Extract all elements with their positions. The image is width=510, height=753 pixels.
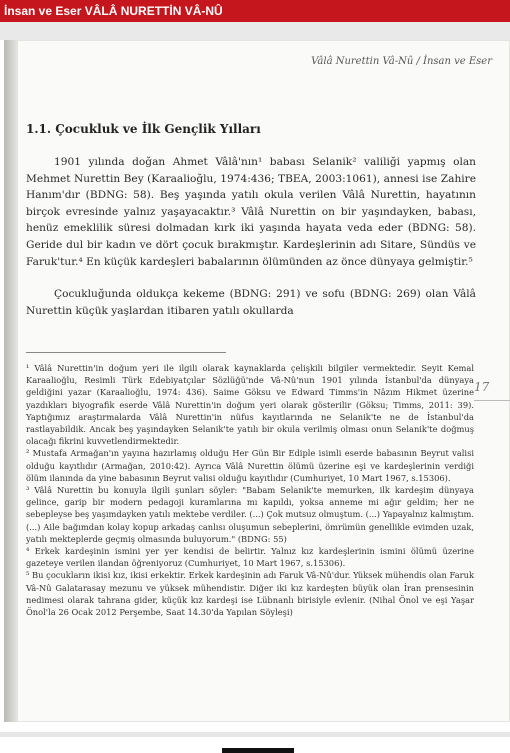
body-text (26, 154, 476, 319)
margin-rule (474, 400, 510, 401)
paragraph: 1901 yılında doğan Ahmet Vâlâ'nın¹ babası Selanik² valiliği yapmış olan Mehmet Nurettin Bey (Karaalioğlu, 1974:436; TBEA, 2003:1061), annesi ise Zahire Hanım'dır (BDNG: 58). Beş yaşında yatılı okula verilen Vâlâ Nurettin, hayatının birçok evresinde yalnız yaşayacaktır.³ Vâlâ Nurettin on bir yaşındayken, babası, henüz emeklilik süresi dolmadan kırk iki yaşında hayata veda eder (BDNG: 58). Geride dul bir kadın ve dört çocuk bırakmıştır. Kardeşlerinin adı Sitare, Sündüs ve Faruk'tur.⁴ En küçük kardeşleri babalarının ölümünden az önce dünyaya gelmiştir.⁵ (26, 156, 476, 268)
paragraph: Çocukluğunda oldukça kekeme (BDNG: 291) ve sofu (BDNG: 269) olan Vâlâ Nurettin küçük yaşlardan itibaren yatılı okullarda (26, 288, 476, 317)
footnote: ⁴ Erkek kardeşinin ismini yer yer kendisi de belirtir. Yalnız kız kardeşlerinin ismini ölümü üzerine gazeteye verilen ilandan öğreniyoruz (Cumhuriyet, 10 Mart 1967, s.15306). (26, 546, 474, 569)
footnote: ⁵ Bu çocukların ikisi kız, ikisi erkektir. Erkek kardeşinin adı Faruk Vâ-Nû'dur. Yüksek mühendis olan Faruk Vâ-Nû Galatarasay mezunu ve yüksek mühendistir. Diğer iki kız kardeşten büyük olan İran prensesinin nedimesi olarak tahrana gider, küçük kız kardeşi ise Lübnanlı birisiyle evlenir. (Nihal Önol ve eşi Yaşar Önol'la 26 Ocak 2012 Perşembe, Saat 14.30'da Yapılan Söyleşi) (26, 570, 474, 618)
page-scroll-indicator[interactable] (222, 748, 294, 753)
header-bar (0, 0, 510, 22)
header-separator (0, 22, 510, 40)
page-number: 17 (474, 380, 490, 394)
book-page (4, 40, 510, 722)
header-title: İnsan ve Eser VÂLÂ NURETTİN VÂ-NÛ (4, 4, 223, 18)
section-title: 1.1. Çocukluk ve İlk Gençlik Yılları (26, 122, 261, 136)
page-edge-shadow (4, 40, 18, 722)
footnote-rule (26, 352, 226, 353)
footer-band (0, 732, 510, 737)
footnote: ¹ Vâlâ Nurettin'in doğum yeri ile ilgili olarak kaynaklarda çelişkili bilgiler vermektedir. Seyit Kemal Karaalioğlu, Resimli Türk Edebiyatçılar Sözlüğü'nde Vâ-Nû'nun 1901 yılında İstanbul'da dünyaya geldiğini yazar (Karaalioğlu, 1974: 436). Saime Göksu ve Edward Timms'in Nâzım Hikmet üzerine yazdıkları biyografik eserde Vâlâ Nurettin'in doğum yeri olarak gösterilir (Göksu; Timms, 2011: 39). Yaptığımız araştırmalarda Vâlâ Nurettin'in nüfus kayıtlarında ne Selanik'te ne de İstanbul'da rastlayabildik. Ancak beş yaşındayken Selanik'te yatılı bir okula verilmiş olması onun Selanik'te doğmuş olacağı fikrini kuvvetlendirmektedir. (26, 363, 474, 447)
footnote: ² Mustafa Armağan'ın yayına hazırlamış olduğu Her Gün Bir Ediple isimli eserde babasının Beyrut valisi olduğu kayıtlıdır (Armağan, 2010:42). Ayrıca Vâlâ Nurettin ölümü üzerine eşi ve kardeşlerinin verdiği ölüm ilanında da yine babasının Beyrut valisi olduğu kayıtlıdır (Cumhuriyet, 10 Mart 1967, s.15306). (26, 448, 474, 483)
running-head: Vâlâ Nurettin Vâ-Nû / İnsan ve Eser (311, 56, 492, 67)
footnote: ³ Vâlâ Nurettin bu konuyla ilgili şunları söyler: "Babam Selanik'te memurken, ilk kardeşim dünyaya gelince, garip bir modern pedagoji kuramlarına mı kapıldı, yoksa anneme mi ağır geldim; her ne sebepleyse beş yaşımdayken yatılı mektebe verdiler. (...) Çok mutsuz olmuştum. (...) Yapayalnız kalmıştım. (...) Aile bağımdan kolay kopup arkadaş canlısı oluşumun sebeplerini, ömrümün genellikle evimden uzak, yatılı mekteplerde geçmiş olmasında buluyorum." (BDNG: 55) (26, 485, 474, 544)
footnotes (26, 362, 474, 618)
